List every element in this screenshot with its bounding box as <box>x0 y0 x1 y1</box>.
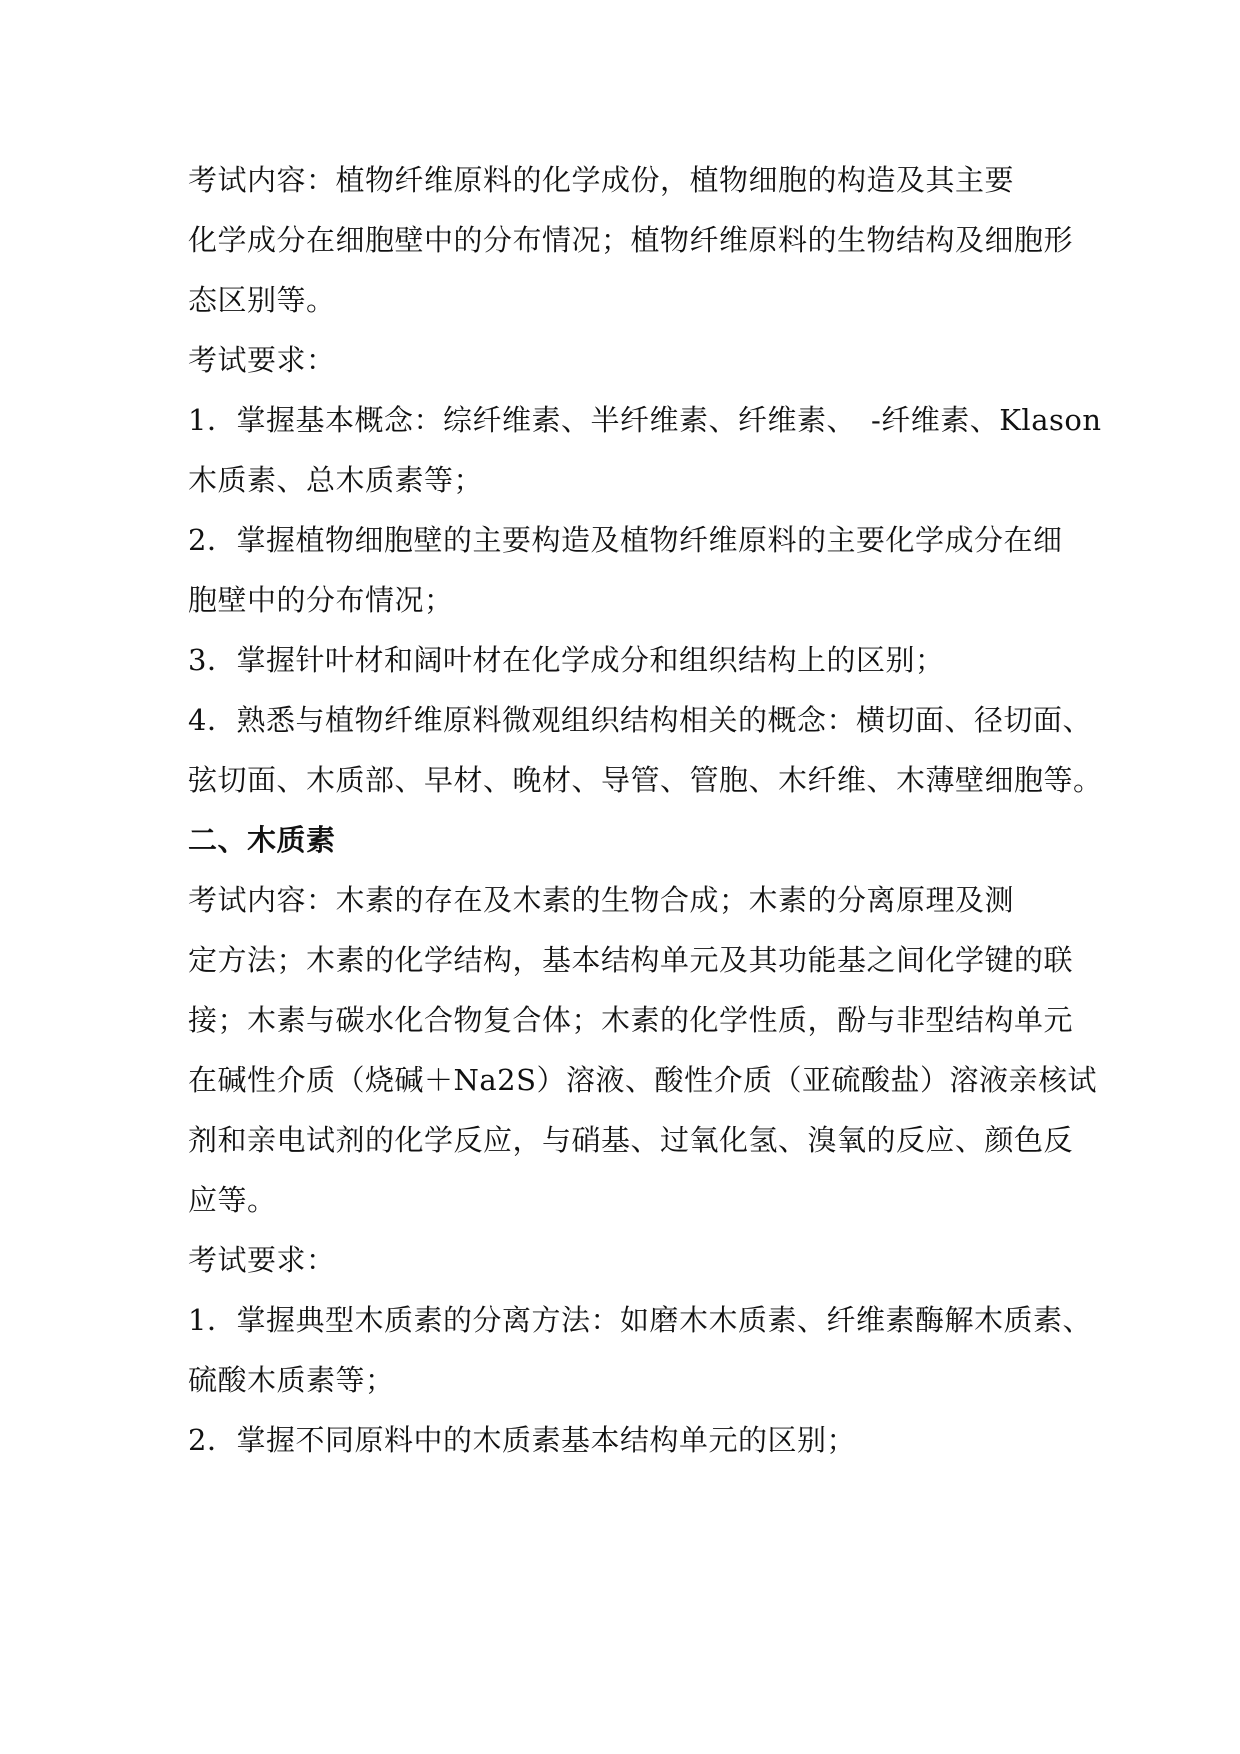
text-line: 考试内容：木素的存在及木素的生物合成；木素的分离原理及测 <box>188 883 1015 917</box>
text-line: 木质素、总木质素等； <box>188 463 484 497</box>
text-line: 考试要求： <box>188 1243 336 1277</box>
text-line: 2．掌握不同原料中的木质素基本结构单元的区别； <box>188 1423 856 1457</box>
text-line: 态区别等。 <box>188 283 336 317</box>
text-line: 1．掌握典型木质素的分离方法：如磨木木质素、纤维素酶解木质素、 <box>188 1303 1092 1337</box>
section-heading: 二、木质素 <box>188 823 336 857</box>
text-line: 考试内容：植物纤维原料的化学成份，植物细胞的构造及其主要 <box>188 163 1015 197</box>
text-line: 胞壁中的分布情况； <box>188 583 454 617</box>
text-line: 弦切面、木质部、早材、晚材、导管、管胞、木纤维、木薄壁细胞等。 <box>188 763 1103 797</box>
text-line: 应等。 <box>188 1183 277 1217</box>
text-line: 4．熟悉与植物纤维原料微观组织结构相关的概念：横切面、径切面、 <box>188 703 1092 737</box>
text-line: 在碱性介质（烧碱＋Na2S）溶液、酸性介质（亚硫酸盐）溶液亲核试 <box>188 1063 1097 1097</box>
text-line: 考试要求： <box>188 343 336 377</box>
document-body <box>188 150 1103 1470</box>
text-line: 2．掌握植物细胞壁的主要构造及植物纤维原料的主要化学成分在细 <box>188 523 1063 557</box>
text-line: 接；木素与碳水化合物复合体；木素的化学性质，酚与非型结构单元 <box>188 1003 1074 1037</box>
text-line: 硫酸木质素等； <box>188 1363 395 1397</box>
text-line: 化学成分在细胞壁中的分布情况；植物纤维原料的生物结构及细胞形 <box>188 223 1074 257</box>
text-line: 3．掌握针叶材和阔叶材在化学成分和组织结构上的区别； <box>188 643 945 677</box>
text-line: 剂和亲电试剂的化学反应，与硝基、过氧化氢、溴氧的反应、颜色反 <box>188 1123 1074 1157</box>
text-line: 1．掌握基本概念：综纤维素、半纤维素、纤维素、 -纤维素、Klason <box>188 403 1102 437</box>
text-line: 定方法；木素的化学结构，基本结构单元及其功能基之间化学键的联 <box>188 943 1074 977</box>
